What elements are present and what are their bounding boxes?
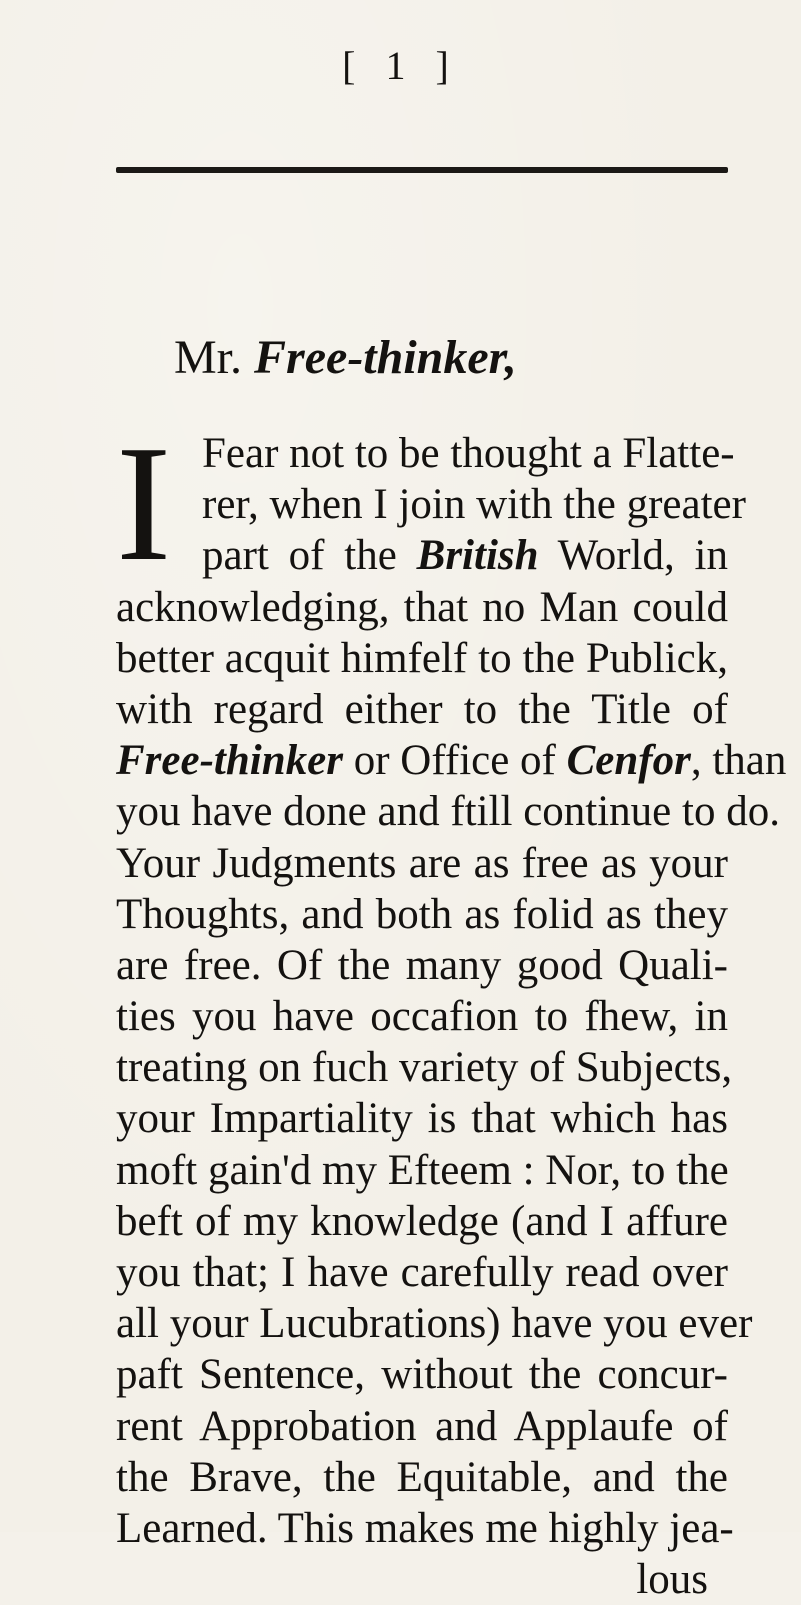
line-text: with regard either to the Title of	[116, 685, 728, 733]
line-text: ties you have occafion to fhew, in	[116, 993, 728, 1041]
page-number: [ 1 ]	[342, 43, 459, 88]
text-line	[116, 786, 780, 837]
header-rule	[116, 167, 728, 173]
line-text: rent Approbation and Applaufe of	[116, 1402, 728, 1450]
text-line	[116, 838, 728, 889]
italic-word: British	[416, 532, 539, 580]
line-text: or Office of	[342, 737, 567, 785]
line-text: you that; I have carefully read over	[116, 1249, 728, 1296]
line-text: Thoughts, and both as folid as they	[116, 890, 728, 938]
text-line	[116, 1196, 728, 1247]
line-text: all your Lucubrations) have you ever	[116, 1300, 753, 1348]
drop-cap: I	[116, 411, 172, 595]
italic-word: Cenfor	[566, 737, 691, 785]
letter-body	[116, 428, 787, 1605]
text-line	[116, 1247, 728, 1298]
text-line	[116, 1401, 728, 1452]
text-line	[116, 940, 728, 991]
line-text: you have done and ftill continue to do.	[116, 788, 780, 836]
line-text: treating on fuch variety of Subjects,	[116, 1044, 733, 1092]
line-text: Your Judgments are as free as your	[116, 839, 728, 887]
text-line	[202, 428, 735, 479]
line-text: your Impartiality is that which has	[116, 1095, 728, 1143]
text-line	[116, 1042, 733, 1093]
salutation-name: Free-thinker,	[254, 331, 517, 384]
line-text: paft Sentence, without the concur-	[116, 1351, 728, 1399]
text-line	[116, 1349, 728, 1400]
line-text: rer, when I join with the greater	[202, 481, 746, 529]
salutation-prefix: Mr.	[174, 331, 243, 384]
line-text: , than	[690, 737, 787, 785]
text-line	[116, 684, 728, 735]
line-text: beft of my knowledge (and I affure	[116, 1197, 728, 1245]
text-line	[202, 479, 746, 530]
text-line	[116, 1145, 728, 1196]
text-line	[116, 991, 728, 1042]
line-text: are free. Of the many good Quali-	[116, 941, 728, 989]
text-line	[116, 582, 728, 633]
line-text: moft gain'd my Efteem : Nor, to the	[116, 1146, 729, 1194]
salutation	[174, 331, 517, 384]
line-text: acknowledging, that no Man could	[116, 583, 728, 631]
line-text: part of the	[202, 532, 417, 580]
text-line	[116, 889, 728, 940]
text-line	[116, 1093, 728, 1144]
line-text: Learned. This makes me highly jea-	[116, 1504, 734, 1552]
catchword-line	[116, 1554, 728, 1605]
text-line	[116, 1298, 753, 1349]
line-text: better acquit himfelf to the Publick,	[116, 634, 728, 682]
text-line	[202, 530, 728, 581]
line-text: World, in	[538, 532, 728, 580]
text-line	[116, 1452, 728, 1503]
text-line	[116, 633, 728, 684]
italic-word: Free-thinker	[116, 737, 343, 785]
catchword: lous	[636, 1556, 708, 1604]
text-line	[116, 735, 787, 786]
line-text: Fear not to be thought a Flatte-	[202, 430, 735, 477]
line-text: the Brave, the Equitable, and the	[116, 1453, 728, 1501]
text-line	[116, 1503, 734, 1554]
